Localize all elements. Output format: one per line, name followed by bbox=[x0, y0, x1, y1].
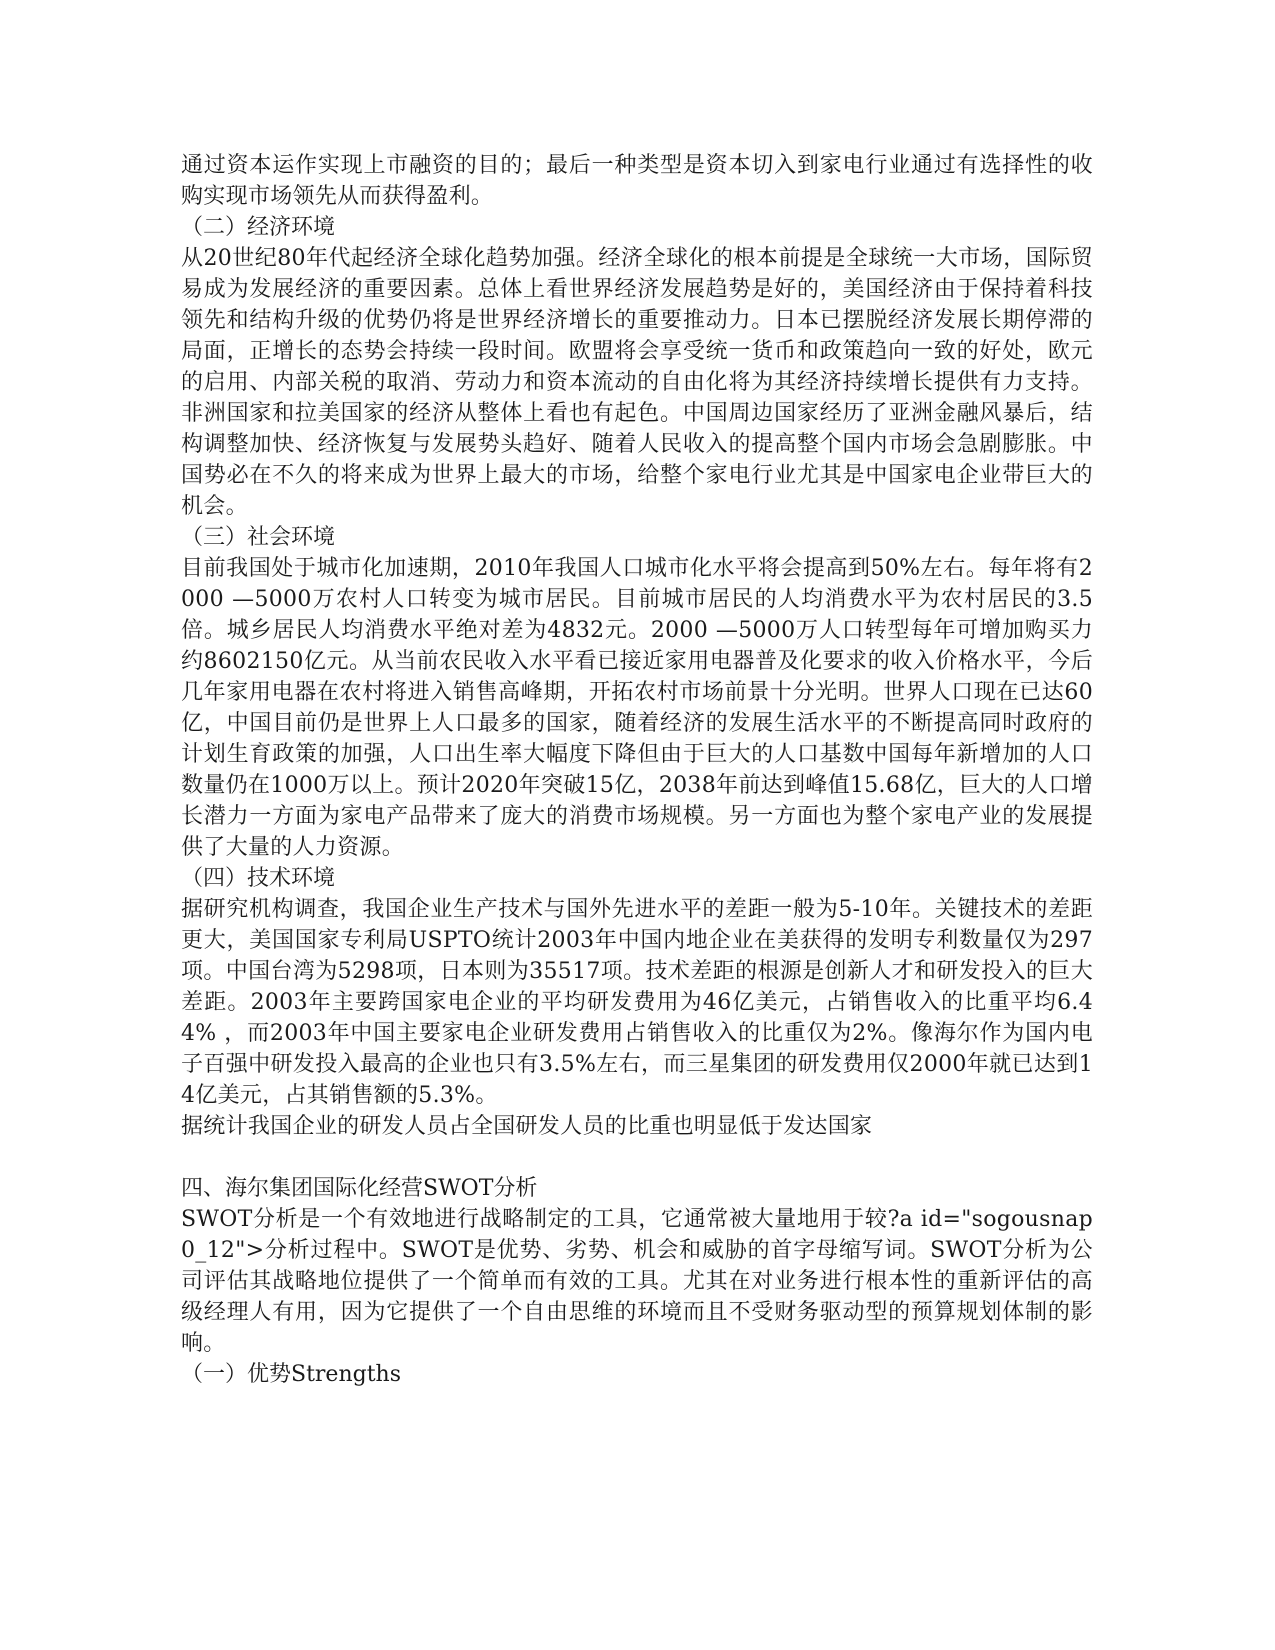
paragraph-economic-environment: 从20世纪80年代起经济全球化趋势加强。经济全球化的根本前提是全球统一大市场，国际贸易成为发展经济的重要因素。总体上看世界经济发展趋势是好的，美国经济由于保持着科技领先和结构升级的优势仍将是世界经济增长的重要推动力。日本已摆脱经济发展长期停滞的局面，正增长的态势会持续一段时间。欧盟将会享受统一货币和政策趋向一致的好处，欧元的启用、内部关税的取消、劳动力和资本流动的自由化将为其经济持续增长提供有力支持。非洲国家和拉美国家的经济从整体上看也有起色。中国周边国家经历了亚洲金融风暴后，结构调整加快、经济恢复与发展势头趋好、随着人民收入的提高整个国内市场会急剧膨胀。中国势必在不久的将来成为世界上最大的市场，给整个家电行业尤其是中国家电企业带巨大的机会。 bbox=[181, 246, 1093, 519]
heading-economic-environment: （二）经济环境 bbox=[181, 215, 336, 240]
document-page bbox=[181, 150, 1093, 1390]
heading-swot-analysis: 四、海尔集团国际化经营SWOT分析 bbox=[181, 1176, 538, 1201]
paragraph-swot-analysis: SWOT分析是一个有效地进行战略制定的工具，它通常被大量地用于较?a id="sogousnap0_12">分析过程中。SWOT是优势、劣势、机会和威胁的首字母缩写词。SWOT分析为公司评估其战略地位提供了一个简单而有效的工具。尤其在对业务进行根本性的重新评估的高级经理人有用，因为它提供了一个自由思维的环境而且不受财务驱动型的预算规划体制的影响。 bbox=[181, 1207, 1093, 1356]
section-spacer bbox=[181, 1142, 1093, 1173]
paragraph-social-environment: 目前我国处于城市化加速期，2010年我国人口城市化水平将会提高到50%左右。每年将有2000 —5000万农村人口转变为城市居民。目前城市居民的人均消费水平为农村居民的3.5倍。城乡居民人均消费水平绝对差为4832元。2000 —5000万人口转型每年可增加购买力约8602150亿元。从当前农民收入水平看已接近家用电器普及化要求的收入价格水平，今后几年家用电器在农村将进入销售高峰期，开拓农村市场前景十分光明。世界人口现在已达60亿，中国目前仍是世界上人口最多的国家，随着经济的发展生活水平的不断提高同时政府的计划生育政策的加强，人口出生率大幅度下降但由于巨大的人口基数中国每年新增加的人口数量仍在1000万以上。预计2020年突破15亿，2038年前达到峰值15.68亿，巨大的人口增长潜力一方面为家电产品带来了庞大的消费市场规模。另一方面也为整个家电产业的发展提供了大量的人力资源。 bbox=[181, 556, 1093, 860]
paragraph-technical-tail: 据统计我国企业的研发人员占全国研发人员的比重也明显低于发达国家 bbox=[181, 1114, 873, 1139]
paragraph-intro-tail: 通过资本运作实现上市融资的目的；最后一种类型是资本切入到家电行业通过有选择性的收购实现市场领先从而获得盈利。 bbox=[181, 153, 1093, 209]
paragraph-technical-environment: 据研究机构调查，我国企业生产技术与国外先进水平的差距一般为5-10年。关键技术的差距更大，美国国家专利局USPTO统计2003年中国内地企业在美获得的发明专利数量仅为297 项。中国台湾为5298项，日本则为35517项。技术差距的根源是创新人才和研发投入的巨大差距。2003年主要跨国家电企业的平均研发费用为46亿美元，占销售收入的比重平均6.44% ，而2003年中国主要家电企业研发费用占销售收入的比重仅为2%。像海尔作为国内电子百强中研发投入最高的企业也只有3.5%左右，而三星集团的研发费用仅2000年就已达到14亿美元，占其销售额的5.3%。 bbox=[181, 897, 1093, 1108]
heading-strengths: （一）优势Strengths bbox=[181, 1362, 402, 1387]
heading-technical-environment: （四）技术环境 bbox=[181, 866, 336, 891]
heading-social-environment: （三）社会环境 bbox=[181, 525, 336, 550]
